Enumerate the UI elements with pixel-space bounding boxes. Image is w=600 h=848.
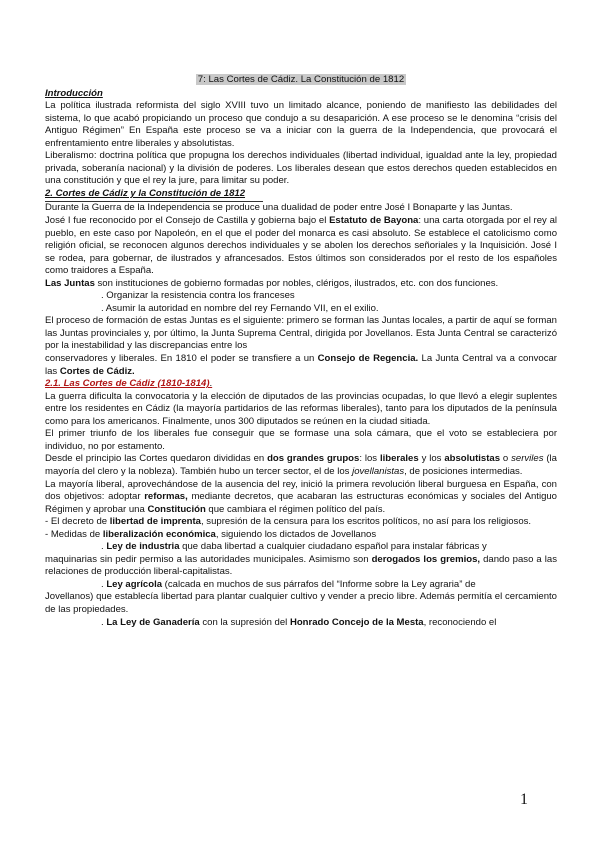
- section-2-paragraph-2: José I fue reconocido por el Consejo de Castilla y gobierna bajo el Estatuto de Bayona: una carta otorgada por el rey al pueblo, en este caso por Napoleón, en el que el poder del monarca es casi absoluto. Se establece el catolicismo como religión oficial, se reconocen algunos derechos individuales y se abolen los derechos señoriales y la Inquisición. José I se rodea, para gobernar, de ilustrados y afrancesados. Estos últimos son considerados por el resto de los españoles como traidores a España.: [45, 215, 557, 277]
- document-page: [45, 74, 557, 629]
- section-2-1-paragraph-4: La mayoría liberal, aprovechándose de la ausencia del rey, inició la primera revolución liberal burguesa en España, con dos objetivos: adoptar reformas, mediante decretos, que acabaran las estructuras económicas y sociales del Antiguo Régimen y aprobar una Constitución que cambiara el régimen político del país.: [45, 478, 557, 515]
- section-2-1-paragraph-3: Desde el principio las Cortes quedaron divididas en dos grandes grupos: los liberales y los absolutistas o serviles (la mayoría del clero y la nobleza). También hubo un tercer sector, el de los jovellanistas, de posiciones intermedias.: [45, 453, 557, 477]
- section-2-heading: 2. Cortes de Cádiz y la Constitución de 1812: [45, 187, 246, 199]
- section-2-paragraph-4: El proceso de formación de estas Juntas es el siguiente: primero se forman las Juntas locales, a partir de aquí se forman las Juntas provinciales y, por último, la Junta Suprema Central, dirigida por Jovellanos. Esta Junta Central se caracterizó por la inestabilidad y las discrepancias entre los: [45, 315, 557, 352]
- section-2-1-paragraph-1: La guerra dificulta la convocatoria y la elección de diputados de las provincias ocupadas, lo que llevó a elegir suplentes entre los residentes en Cádiz (la mayoría partidarios de las reformas liberales), tanto para los diputados de la península como para los americanos. Finalmente, unos 300 diputados se reúnen en la ciudad sitiada.: [45, 390, 557, 427]
- juntas-function-2: . Asumir la autoridad en nombre del rey Fernando VII, en el exilio.: [101, 302, 379, 314]
- section-2-paragraph-3: Las Juntas son instituciones de gobierno formadas por nobles, clérigos, ilustrados, etc. con dos funciones.: [45, 277, 499, 289]
- intro-heading: Introducción: [45, 87, 103, 99]
- ley-agricola-line: . Ley agrícola (calcada en muchos de sus párrafos del “Informe sobre la Ley agraria” de: [101, 578, 476, 590]
- section-2-1-paragraph-2: El primer triunfo de los liberales fue conseguir que se formase una sola cámara, que el voto se estableciera por individuo, no por estamento.: [45, 428, 557, 452]
- section-2-paragraph-5: conservadores y liberales. En 1810 el poder se transfiere a un Consejo de Regencia. La Junta Central va a convocar las Cortes de Cádiz.: [45, 353, 557, 377]
- section-2-paragraph-1: Durante la Guerra de la Independencia se produce una dualidad de poder entre José I Bonaparte y las Juntas.: [45, 202, 513, 214]
- ley-agricola-continuation: Jovellanos) que establecía libertad para plantar cualquier cultivo y vender a precio libre. Además permitía el cercamiento de las propiedades.: [45, 591, 557, 615]
- section-2-1-paragraph-6: - Medidas de liberalización económica, siguiendo los dictados de Jovellanos: [45, 528, 377, 540]
- juntas-function-1: . Organizar la resistencia contra los franceses: [101, 290, 295, 302]
- ley-industria-continuation: maquinarias sin pedir permiso a las autoridades municipales. Asimismo son derogados los gremios, dando paso a las relaciones de producción liberal-capitalistas.: [45, 553, 557, 578]
- intro-paragraph-1: La política ilustrada reformista del siglo XVIII tuvo un limitado alcance, poniendo de manifiesto las debilidades del sistema, lo que acabó propiciando un proceso que condujo a su desaparición. A ese proceso se le denomina “crisis del Antiguo Régimen” En España este proceso se va a iniciar con la guerra de la Independencia, que provocará el enfrentamiento entre liberales y absolutistas.: [45, 100, 557, 149]
- page-number: 1: [520, 791, 528, 808]
- ley-ganaderia-line: . La Ley de Ganadería con la supresión del Honrado Concejo de la Mesta, reconociendo el: [101, 616, 497, 628]
- section-2-1-paragraph-5: - El decreto de libertad de imprenta, supresión de la censura para los escritos políticos, no así para los religiosos.: [45, 516, 532, 528]
- ley-industria-line: . Ley de industria que daba libertad a cualquier ciudadano español para instalar fábricas y: [101, 541, 487, 553]
- title-row: [45, 74, 557, 87]
- intro-paragraph-2: Liberalismo: doctrina política que propugna los derechos individuales (libertad individual, igualdad ante la ley, propiedad privada, soberanía nacional) y la división de poderes. Los liberales desean que estos derechos queden establecidos en una constitución y que el rey la jure, para limitar su poder.: [45, 150, 557, 187]
- document-title: 7: Las Cortes de Cádiz. La Constitución de 1812: [197, 74, 405, 85]
- section-2-1-heading: 2.1. Las Cortes de Cádiz (1810-1814).: [45, 378, 213, 390]
